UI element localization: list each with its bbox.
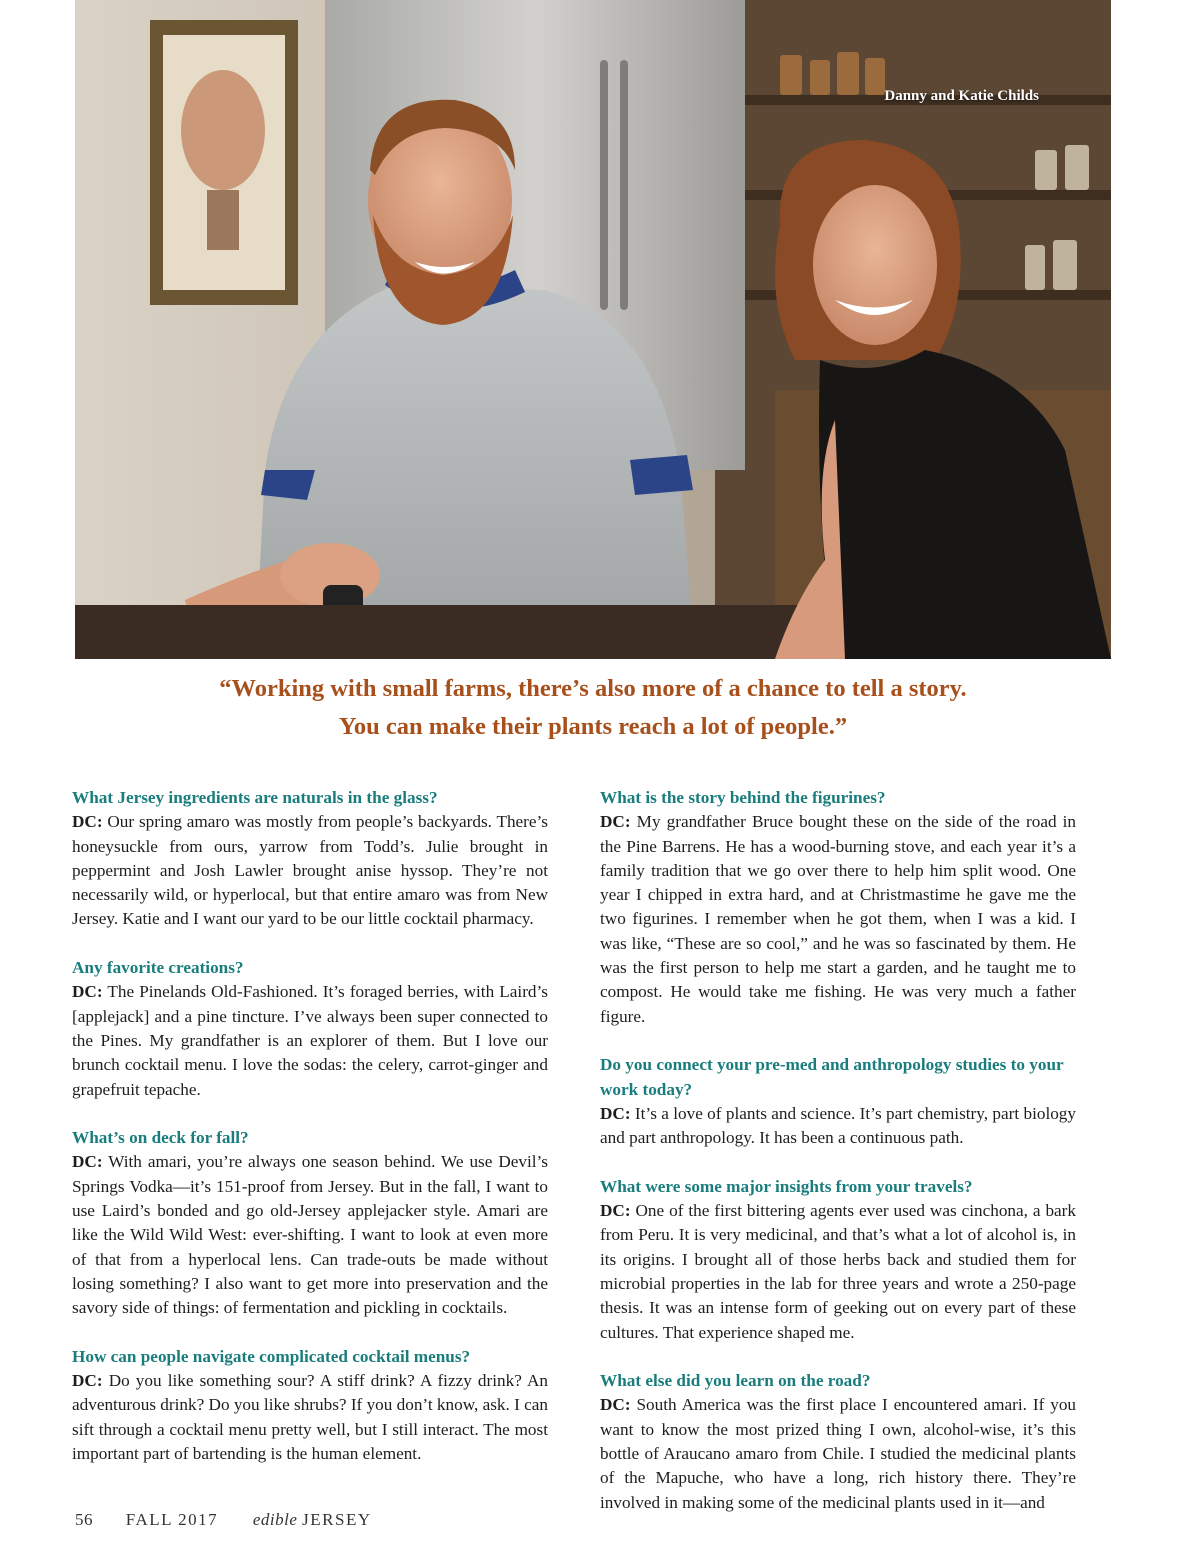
pull-quote (75, 670, 1111, 746)
answer-text (600, 810, 1076, 1029)
page-number: 56 (75, 1510, 93, 1529)
question-heading: Any favorite creations? (72, 958, 244, 978)
answer-body: One of the first bittering agents ever used was cinchona, a bark from Peru. It is very medicinal, and that’s what a lot of alcohol is, in its origins. I brought all of those herbs back and studied them for microbial properties in the lab for three years and wrote a 250-page thesis. It was an intense form of geeking out on every part of these cultures. That experience shaped me. (600, 1201, 1077, 1342)
question-heading: What were some major insights from your travels? (600, 1176, 973, 1196)
question-heading: What Jersey ingredients are naturals in the glass? (72, 788, 438, 807)
qa-block (72, 1345, 548, 1466)
question-heading: What else did you learn on the road? (600, 1371, 871, 1391)
photo-caption: Danny and Katie Childs (884, 88, 1039, 104)
question-heading: What’s on deck for fall? (72, 1128, 249, 1148)
question-heading: How can people navigate complicated cocktail menus? (72, 1346, 471, 1366)
answer-body: It’s a love of plants and science. It’s part chemistry, part biology and part anthropology. It has been a continuous path. (600, 1103, 1076, 1148)
answer-text (72, 1150, 548, 1320)
feature-photo (75, 0, 1111, 659)
speaker-label: DC: (600, 1201, 631, 1221)
right-column (600, 786, 1076, 1539)
answer-text (72, 1369, 548, 1466)
question-heading: What is the story behind the figurines? (600, 788, 886, 807)
qa-block (600, 1175, 1076, 1345)
qa-block (72, 786, 548, 932)
issue-label: FALL 2017 (125, 1510, 219, 1529)
speaker-label: DC: (72, 982, 103, 1002)
answer-body: Our spring amaro was mostly from people’s backyards. There’s honeysuckle from ours, yarrow from Todd’s. Julie brought in peppermint and Josh Lawler brought anise hyssop. They’re not necessarily wild, or hyperlocal, but that entire amaro was from New Jersey. Katie and I want our yard to be our little cocktail pharmacy. (72, 812, 548, 929)
answer-text (600, 1102, 1076, 1151)
page-footer (75, 1510, 372, 1530)
pull-quote-line-2: You can make their plants reach a lot of people.” (338, 713, 848, 740)
answer-body: My grandfather Bruce bought these on the side of the road in the Pine Barrens. He has a wood-burning stove, and each year it’s a family tradition that we go over there to help him split wood. One year I chipped in extra hard, and at Christmastime he gave me the two figurines. I remember when he got them, when I was a kid. I was like, “These are so cool,” and he was so fascinated by them. He was the first person to help me start a garden, and he taught me to compost. He would take me fishing. He was very much a father figure. (600, 812, 1077, 1026)
pull-quote-line-1: “Working with small farms, there’s also more of a chance to tell a story. (219, 675, 967, 702)
answer-body: South America was the first place I encountered amari. If you want to know the most prized thing I own, alcohol-wise, it’s this bottle of Araucano amaro from Chile. I studied the medicinal plants of the Mapuche, who have a long, rich history there. They’re involved in making some of the medicinal plants used in it—and (600, 1395, 1077, 1512)
answer-text (72, 980, 548, 1101)
answer-text (72, 810, 548, 931)
speaker-label: DC: (72, 1152, 103, 1172)
answer-body: The Pinelands Old-Fashioned. It’s foraged berries, with Laird’s [applejack] and a pine tincture. I’ve always been super connected to the Pines. My grandfather is an explorer of them. But I love our brunch cocktail menu. I love the sodas: the celery, carrot-ginger and grapefruit tepache. (72, 982, 548, 1099)
magazine-name-italic: edible (252, 1510, 298, 1529)
speaker-label: DC: (72, 1371, 103, 1391)
qa-block (72, 1126, 548, 1320)
speaker-label: DC: (600, 1103, 631, 1123)
answer-text (600, 1199, 1076, 1345)
speaker-label: DC: (600, 812, 631, 832)
qa-block (72, 956, 548, 1102)
answer-text (600, 1393, 1076, 1514)
answer-body: Do you like something sour? A stiff drink? A fizzy drink? An adventurous drink? Do you like shrubs? If you don’t know, ask. I can sift through a cocktail menu pretty well, but I still interact. The most important part of bartending is the human element. (72, 1371, 549, 1464)
qa-block (600, 1369, 1076, 1515)
question-heading: Do you connect your pre-med and anthropology studies to your work today? (600, 1055, 1064, 1099)
answer-body: With amari, you’re always one season behind. We use Devil’s Springs Vodka—it’s 151-proof from Jersey. But in the fall, I want to use Laird’s bonded and go old-Jersey applejacker style. Amari are like the Wild Wild West: ever-shifting. I want to look at even more of that from a hyperlocal lens. Can trade-outs be made without losing something? I also want to get more into preservation and the savory side of things: of fermentation and pickling in cocktails. (72, 1152, 548, 1318)
left-column (72, 786, 548, 1491)
speaker-label: DC: (600, 1395, 631, 1415)
qa-block (600, 786, 1076, 1029)
speaker-label: DC: (72, 812, 103, 832)
qa-block (600, 1053, 1076, 1150)
magazine-name-caps: JERSEY (302, 1510, 372, 1529)
